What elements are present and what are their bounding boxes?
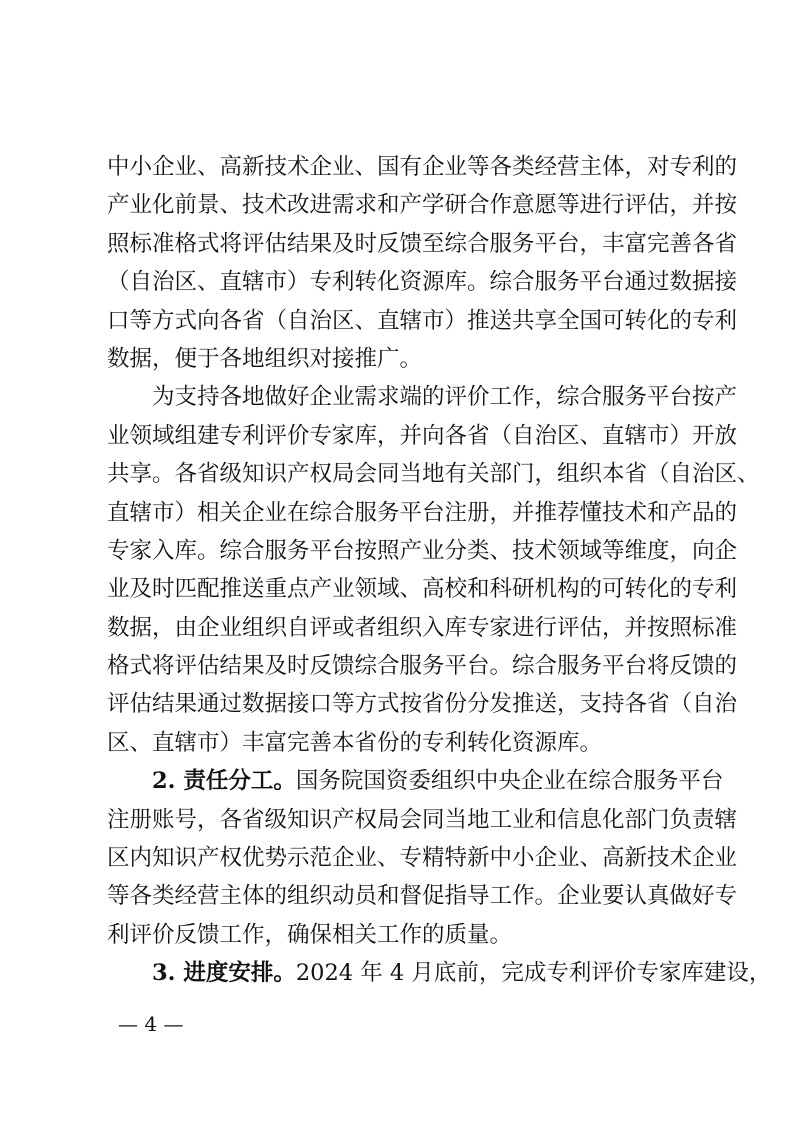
section-heading-responsibility: 2. 责任分工。 [152, 768, 296, 795]
paragraph-line: 专家入库。综合服务平台按照产业分类、技术领域等维度，向企 [107, 537, 738, 564]
paragraph-line: 区、直辖市）丰富完善本省份的专利转化资源库。 [107, 729, 603, 756]
paragraph-line-text: 国务院国资委组织中央企业在综合服务平台 [295, 768, 724, 795]
paragraph-line: 评估结果通过数据接口等方式按省份分发推送，支持各省（自治 [107, 691, 738, 718]
section-schedule-line [107, 954, 772, 992]
paragraph-line-text: 2024 年 4 月底前，完成专利评价专家库建设， [295, 960, 772, 987]
paragraph-line: 产业化前景、技术改进需求和产学研合作意愿等进行评估，并按 [107, 192, 738, 219]
paragraph-line: 等各类经营主体的组织动员和督促指导工作。企业要认真做好专 [107, 883, 738, 910]
paragraph-line: （自治区、直辖市）专利转化资源库。综合服务平台通过数据接 [107, 269, 738, 296]
paragraph-line: 格式将评估结果及时反馈综合服务平台。综合服务平台将反馈的 [107, 653, 738, 680]
page-number: — 4 — [118, 1012, 184, 1036]
section-responsibility-line [107, 762, 724, 800]
paragraph-line: 共享。各省级知识产权局会同当地有关部门，组织本省（自治区、 [107, 461, 760, 488]
paragraph-line: 利评价反馈工作，确保相关工作的质量。 [107, 921, 513, 948]
paragraph-line: 注册账号，各省级知识产权局会同当地工业和信息化部门负责辖 [107, 806, 738, 833]
paragraph-line: 业领域组建专利评价专家库，并向各省（自治区、直辖市）开放 [107, 422, 738, 449]
paragraph-line: 为支持各地做好企业需求端的评价工作，综合服务平台按产 [152, 384, 738, 411]
paragraph-line: 照标准格式将评估结果及时反馈至综合服务平台，丰富完善各省 [107, 230, 738, 257]
paragraph-line: 直辖市）相关企业在综合服务平台注册，并推荐懂技术和产品的 [107, 499, 738, 526]
paragraph-line: 口等方式向各省（自治区、直辖市）推送共享全国可转化的专利 [107, 307, 738, 334]
section-heading-schedule: 3. 进度安排。 [152, 960, 296, 987]
paragraph-line: 数据，便于各地组织对接推广。 [107, 345, 423, 372]
paragraph-line: 区内知识产权优势示范企业、专精特新中小企业、高新技术企业 [107, 845, 738, 872]
paragraph-line: 数据，由企业组织自评或者组织入库专家进行评估，并按照标准 [107, 614, 738, 641]
document-body [107, 148, 772, 993]
paragraph-line: 业及时匹配推送重点产业领域、高校和科研机构的可转化的专利 [107, 576, 738, 603]
paragraph-line: 中小企业、高新技术企业、国有企业等各类经营主体，对专利的 [107, 154, 738, 180]
